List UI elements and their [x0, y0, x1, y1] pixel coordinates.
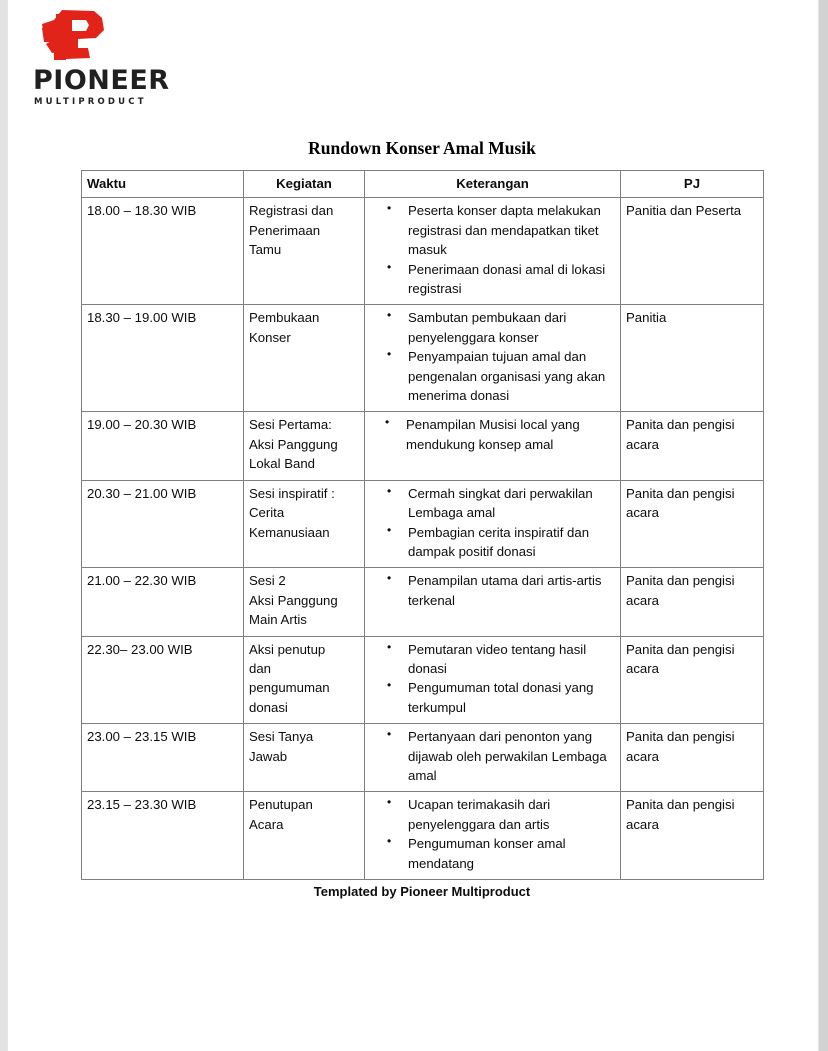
cell-keterangan: [365, 636, 621, 724]
kegiatan-line: Aksi Panggung: [249, 592, 338, 608]
page-footer: Templated by Pioneer Multiproduct: [313, 884, 531, 899]
keterangan-bullet: • Pembagian cerita inspiratif dan dampak positif donasi: [408, 523, 615, 562]
keterangan-bullet: • Penampilan Musisi local yang mendukung konsep amal: [406, 415, 615, 454]
cell-pj: Panitia: [621, 305, 764, 412]
kegiatan-line: Aksi penutup: [249, 641, 326, 657]
kegiatan-line: Acara: [249, 816, 284, 832]
cell-waktu: 18.00 – 18.30 WIB: [82, 198, 244, 305]
cell-kegiatan: [244, 480, 365, 568]
kegiatan-line: Aksi Panggung: [249, 436, 338, 452]
kegiatan-line: Sesi Pertama:: [249, 417, 332, 433]
cell-pj: Panita dan pengisi acara: [621, 792, 764, 880]
cell-kegiatan: [244, 636, 365, 724]
cell-kegiatan: [244, 412, 365, 480]
rundown-table: [81, 170, 764, 880]
cell-keterangan: [365, 198, 621, 305]
cell-pj: Panita dan pengisi acara: [621, 636, 764, 724]
keterangan-bullet: • Cermah singkat dari perwakilan Lembaga amal: [408, 484, 615, 523]
cell-waktu: 19.00 – 20.30 WIB: [82, 412, 244, 480]
cell-waktu: 20.30 – 21.00 WIB: [82, 480, 244, 568]
kegiatan-line: Pembukaan: [249, 310, 320, 326]
keterangan-bullet: • Pertanyaan dari penonton yang dijawab oleh perwakilan Lembaga amal: [408, 727, 615, 785]
cell-waktu: 21.00 – 22.30 WIB: [82, 568, 244, 636]
keterangan-list: [370, 571, 615, 610]
keterangan-bullet: • Pengumuman total donasi yang terkumpul: [408, 678, 615, 717]
cell-keterangan: [365, 568, 621, 636]
cell-kegiatan: [244, 198, 365, 305]
column-header-keterangan: Keterangan: [365, 171, 621, 198]
cell-pj: Panita dan pengisi acara: [621, 568, 764, 636]
kegiatan-line: Sesi 2: [249, 573, 286, 589]
kegiatan-line: Sesi Tanya: [249, 729, 314, 745]
keterangan-list: [370, 484, 615, 562]
keterangan-list: [370, 201, 615, 298]
cell-waktu: 22.30– 23.00 WIB: [82, 636, 244, 724]
table-row: [82, 480, 764, 568]
table-body: [82, 198, 764, 880]
keterangan-list: [370, 640, 615, 718]
cell-pj: Panitia dan Peserta: [621, 198, 764, 305]
cell-kegiatan: [244, 305, 365, 412]
keterangan-bullet: • Ucapan terimakasih dari penyelenggara dan artis: [408, 795, 615, 834]
cell-keterangan: [365, 724, 621, 792]
cell-kegiatan: [244, 792, 365, 880]
kegiatan-line: Penutupan: [249, 797, 313, 813]
kegiatan-line: Registrasi dan: [249, 203, 334, 219]
cell-waktu: 23.00 – 23.15 WIB: [82, 724, 244, 792]
keterangan-list: [370, 727, 615, 785]
cell-pj: Panita dan pengisi acara: [621, 724, 764, 792]
column-header-waktu: Waktu: [82, 171, 244, 198]
keterangan-list: [370, 308, 615, 405]
keterangan-bullet: • Pemutaran video tentang hasil donasi: [408, 640, 615, 679]
kegiatan-line: pengumuman: [249, 680, 330, 696]
kegiatan-line: Tamu: [249, 242, 282, 258]
keterangan-bullet: • Peserta konser dapta melakukan registrasi dan mendapatkan tiket masuk: [408, 201, 615, 259]
kegiatan-line: Main Artis: [249, 612, 307, 628]
cell-waktu: 23.15 – 23.30 WIB: [82, 792, 244, 880]
table-row: [82, 724, 764, 792]
cell-keterangan: [365, 792, 621, 880]
page-left-edge: [0, 0, 8, 1051]
company-logo: [32, 8, 192, 107]
document-page: [8, 0, 818, 1051]
column-header-pj: PJ: [621, 171, 764, 198]
cell-keterangan: [365, 480, 621, 568]
pioneer-p-mark-icon: [32, 8, 124, 66]
page-right-edge: [818, 0, 828, 1051]
cell-kegiatan: [244, 724, 365, 792]
page-title: Rundown Konser Amal Musik: [308, 138, 536, 158]
cell-pj: Panita dan pengisi acara: [621, 412, 764, 480]
keterangan-bullet: • Penerimaan donasi amal di lokasi registrasi: [408, 260, 615, 299]
table-row: [82, 792, 764, 880]
kegiatan-line: Penerimaan: [249, 222, 321, 238]
table-row: [82, 636, 764, 724]
cell-kegiatan: [244, 568, 365, 636]
kegiatan-line: dan: [249, 660, 272, 676]
kegiatan-line: Konser: [249, 329, 291, 345]
keterangan-list: [370, 415, 615, 454]
keterangan-bullet: • Pengumuman konser amal mendatang: [408, 834, 615, 873]
keterangan-list: [370, 795, 615, 873]
kegiatan-line: Cerita: [249, 505, 285, 521]
kegiatan-line: donasi: [249, 699, 288, 715]
kegiatan-line: Sesi inspiratif :: [249, 485, 335, 501]
cell-keterangan: [365, 305, 621, 412]
logo-submark: MULTIPRODUCT: [34, 97, 147, 107]
keterangan-bullet: • Penampilan utama dari artis-artis terkenal: [408, 571, 615, 610]
table-row: [82, 198, 764, 305]
column-header-kegiatan: Kegiatan: [244, 171, 365, 198]
cell-pj: Panita dan pengisi acara: [621, 480, 764, 568]
keterangan-bullet: • Sambutan pembukaan dari penyelenggara konser: [408, 308, 615, 347]
table-row: [82, 412, 764, 480]
logo-wordmark: PIONEER: [33, 65, 170, 96]
cell-keterangan: [365, 412, 621, 480]
kegiatan-line: Lokal Band: [249, 456, 315, 472]
table-row: [82, 305, 764, 412]
table-row: [82, 568, 764, 636]
cell-waktu: 18.30 – 19.00 WIB: [82, 305, 244, 412]
kegiatan-line: Kemanusiaan: [249, 524, 330, 540]
table-header-row: [82, 171, 764, 198]
keterangan-bullet: • Penyampaian tujuan amal dan pengenalan organisasi yang akan menerima donasi: [408, 347, 615, 405]
kegiatan-line: Jawab: [249, 748, 288, 764]
